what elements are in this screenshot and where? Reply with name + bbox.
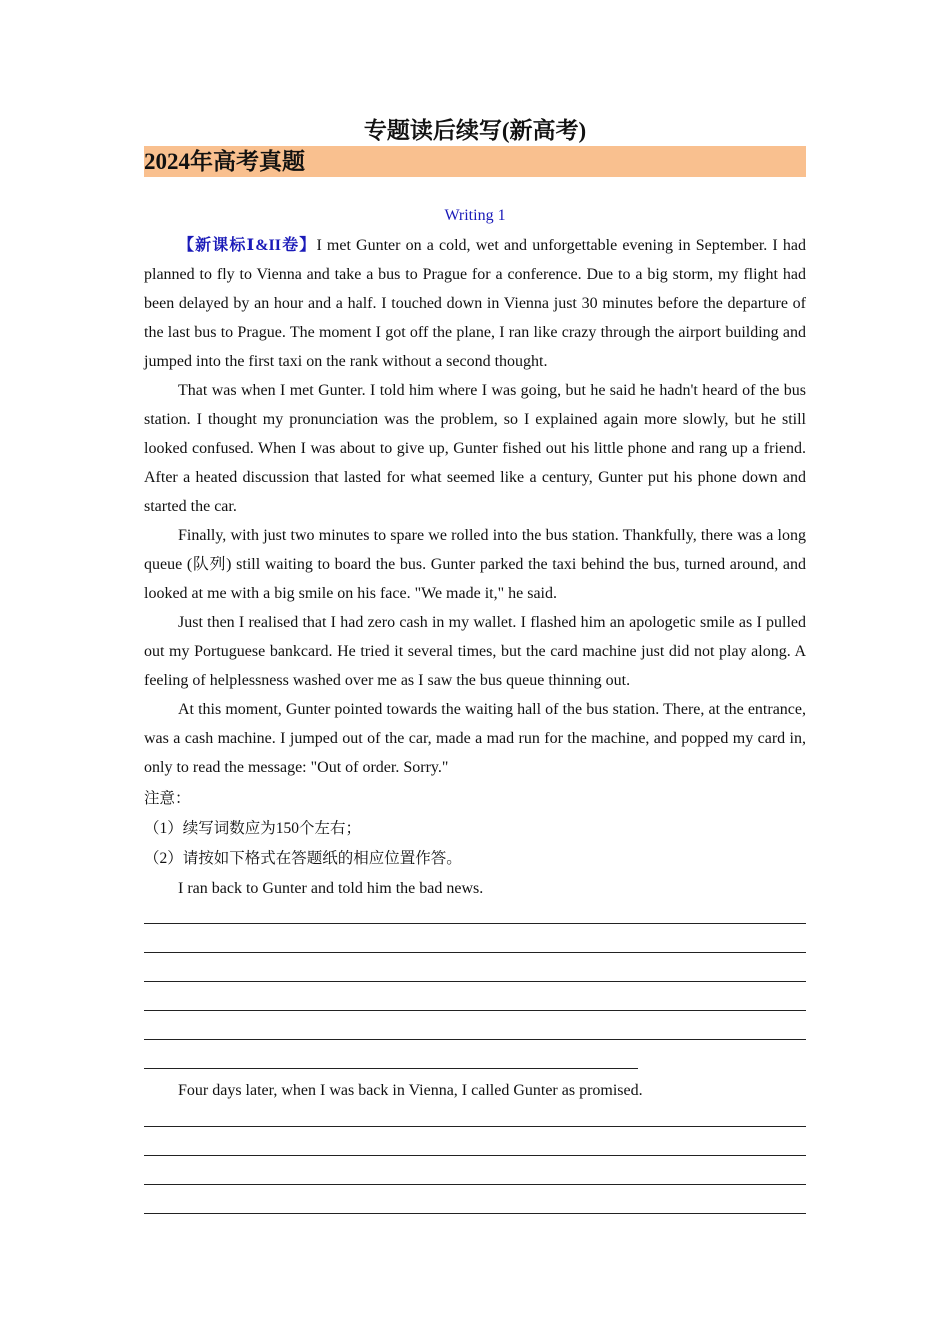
answer-line[interactable] xyxy=(144,1126,806,1127)
continuation-prompt-1: I ran back to Gunter and told him the bad news. xyxy=(178,880,484,897)
answer-line-short[interactable] xyxy=(144,1068,638,1069)
answer-line[interactable] xyxy=(144,1213,806,1214)
answer-line[interactable] xyxy=(144,952,806,953)
paragraph-2: That was when I met Gunter. I told him where I was going, but he said he hadn't heard of the bus station. I thought my pronunciation was the problem, so I explained again more slowly, but he still looked confused. When I was about to give up, Gunter fished out his little phone and rang up a friend. After a heated discussion that lasted for what seemed like a century, Gunter put his phone down and started the car. xyxy=(144,382,806,515)
answer-line[interactable] xyxy=(144,1039,806,1040)
continuation-prompt-2: Four days later, when I was back in Vienna, I called Gunter as promised. xyxy=(178,1082,643,1099)
answer-line[interactable] xyxy=(144,923,806,924)
answer-line[interactable] xyxy=(144,981,806,982)
paragraph-5: At this moment, Gunter pointed towards the waiting hall of the bus station. There, at the entrance, was a cash machine. I jumped out of the car, made a mad run for the machine, and popped my card in, only to read the message: "Out of order. Sorry." xyxy=(144,701,806,776)
paragraph-3: Finally, with just two minutes to spare we rolled into the bus station. Thankfully, there was a long queue (队列) still waiting to board the bus. Gunter parked the taxi behind the bus, turned around, and looked at me with a big smile on his face. "We made it," he said. xyxy=(144,527,806,602)
paragraph-1-text: I met Gunter on a cold, wet and unforgettable evening in September. I had planned to fly to Vienna and take a bus to Prague for a conference. Due to a big storm, my flight had been delayed by an hour and a half. I touched down in Vienna just 30 minutes before the departure of the last bus to Prague. The moment I got off the plane, I ran like crazy through the airport building and jumped into the first taxi on the rank without a second thought. xyxy=(144,237,806,370)
paragraph-1 xyxy=(144,231,806,376)
notes-heading: 注意： xyxy=(144,790,191,807)
passage xyxy=(144,231,806,782)
answer-line[interactable] xyxy=(144,1184,806,1185)
answer-line[interactable] xyxy=(144,1010,806,1011)
section-heading: 2024年高考真题 xyxy=(144,146,806,177)
source-tag: 【新课标Ⅰ&II卷】 xyxy=(178,237,317,254)
notes-rule-1: （1）续写词数应为150个左右； xyxy=(144,820,362,837)
notes-rule-2: （2）请按如下格式在答题纸的相应位置作答。 xyxy=(144,850,462,867)
instructions xyxy=(144,786,806,906)
document-title: 专题读后续写(新高考) xyxy=(363,118,587,143)
answer-line[interactable] xyxy=(144,1155,806,1156)
writing-label: Writing 1 xyxy=(444,207,506,224)
paragraph-4: Just then I realised that I had zero cash in my wallet. I flashed him an apologetic smile as I pulled out my Portuguese bankcard. He tried it several times, but the card machine just did not play along. A feeling of helplessness washed over me as I saw the bus queue thinning out. xyxy=(144,614,806,689)
